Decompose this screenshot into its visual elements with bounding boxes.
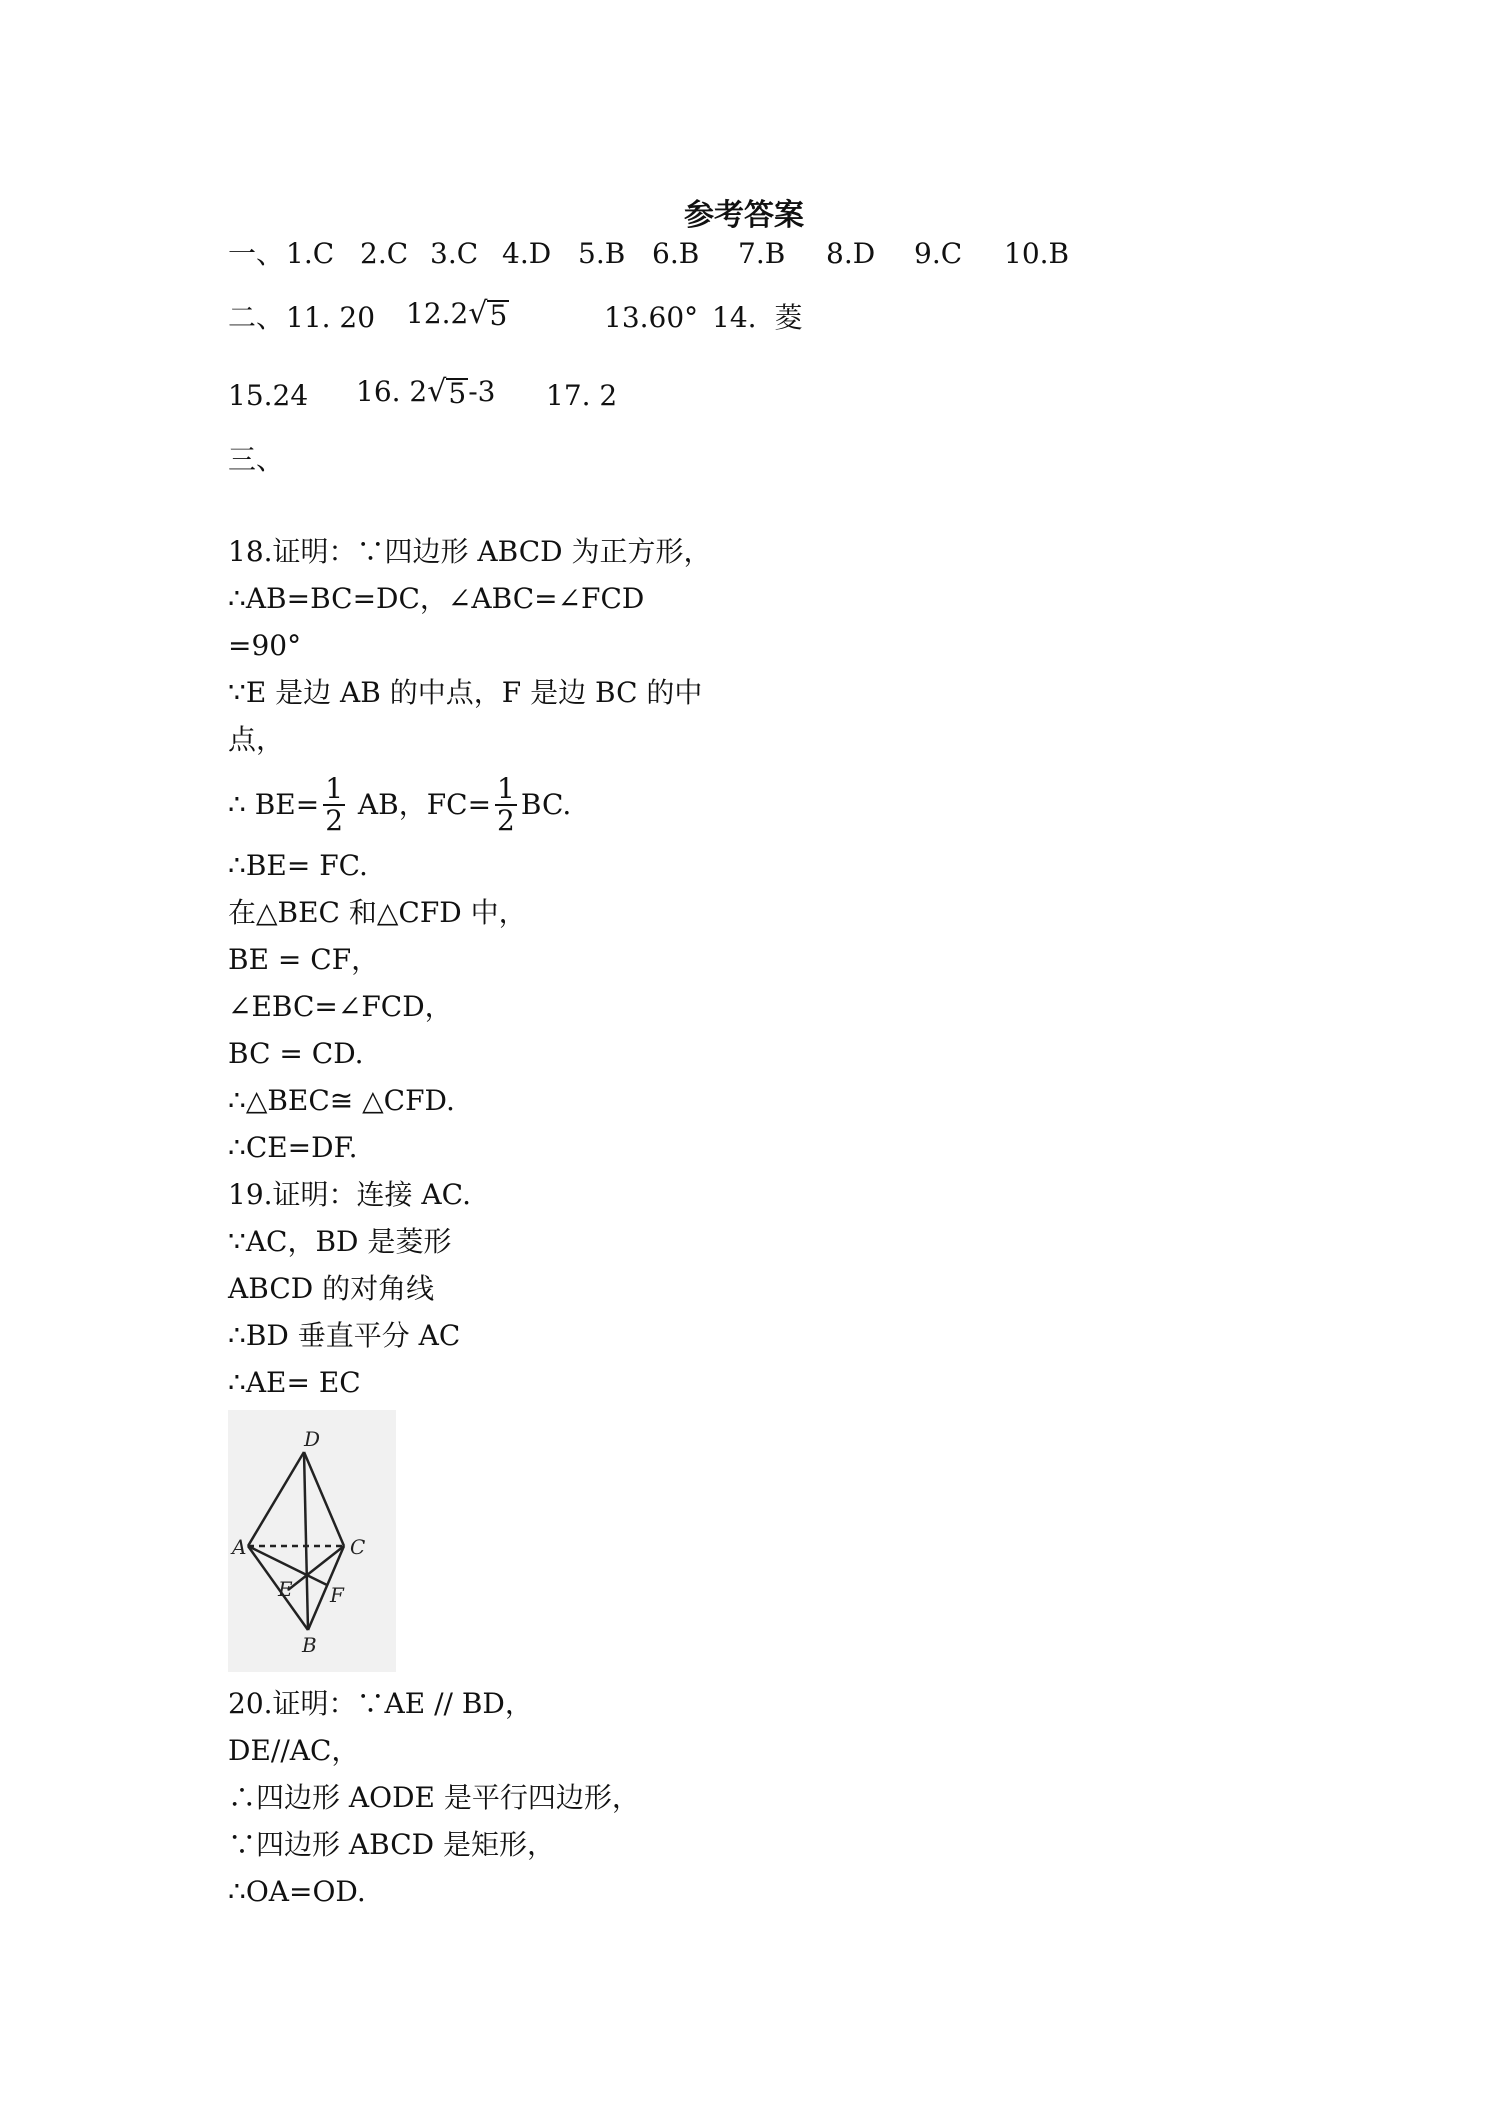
answer-1: 1.C (286, 237, 335, 270)
fraction-one-half (495, 774, 517, 836)
q18-line-10: ∠EBC=∠FCD， (228, 990, 453, 1023)
fraction-denominator: 2 (325, 804, 344, 837)
q19-line-2: ∵AC，BD 是菱形 (228, 1225, 452, 1258)
section-3-label: 三、 (228, 443, 285, 476)
answer-16-suffix: -3 (468, 375, 496, 408)
answer-11: 11. 20 (286, 301, 376, 334)
answer-16 (356, 376, 495, 408)
q18-line-12: ∴△BEC≅ △CFD. (228, 1084, 455, 1117)
vertex-label-d: D (304, 1427, 321, 1451)
q18-bc-expression: BC. (520, 788, 572, 821)
q18-line-1: 18.证明：∵四边形 ABCD 为正方形， (228, 535, 712, 568)
answer-6: 6.B (652, 237, 700, 270)
fraction-numerator: 1 (497, 772, 515, 805)
q18-line-13: ∴CE=DF. (228, 1131, 358, 1164)
q20-line-5: ∴OA=OD. (228, 1875, 366, 1908)
q18-be-expression: ∴ BE= (228, 788, 320, 821)
point-label-f: F (330, 1583, 344, 1607)
answer-16-radicand: 5 (448, 377, 467, 410)
answer-17: 17. 2 (546, 379, 618, 412)
q20-line-4: ∵四边形 ABCD 是矩形， (228, 1828, 555, 1861)
vertex-label-b: B (302, 1633, 317, 1657)
vertex-label-c: C (350, 1535, 366, 1559)
q18-line-6 (228, 770, 571, 840)
fraction-denominator: 2 (497, 804, 515, 837)
q18-line-4: ∵E 是边 AB 的中点，F 是边 BC 的中 (228, 676, 703, 709)
q19-line-3: ABCD 的对角线 (228, 1272, 435, 1305)
q18-line-5: 点， (228, 723, 285, 756)
rhombus-diagram (228, 1410, 396, 1672)
q18-line-11: BC = CD. (228, 1037, 364, 1070)
answer-8: 8.D (826, 237, 876, 270)
answer-2: 2.C (360, 237, 409, 270)
rhombus-figure (228, 1410, 396, 1672)
q20-line-1: 20.证明：∵AE // BD， (228, 1687, 533, 1720)
q18-line-2: ∴AB=BC=DC，∠ABC=∠FCD (228, 582, 645, 615)
point-label-e: E (278, 1577, 293, 1601)
answer-14: 14. 菱 (712, 301, 803, 334)
fraction-one-half (323, 774, 345, 836)
q18-line-9: BE = CF， (228, 943, 380, 976)
q20-line-2: DE//AC， (228, 1734, 360, 1767)
q18-line-3: =90° (228, 629, 302, 662)
answer-9: 9.C (914, 237, 963, 270)
answer-5: 5.B (578, 237, 626, 270)
section-1-label: 一、 (228, 237, 285, 270)
q18-fc-expression: AB，FC= (349, 788, 492, 821)
answer-10: 10.B (1004, 237, 1070, 270)
answer-4: 4.D (502, 237, 552, 270)
answer-3: 3.C (430, 237, 479, 270)
q19-line-4: ∴BD 垂直平分 AC (228, 1319, 461, 1352)
answer-15: 15.24 (228, 379, 309, 412)
answer-13: 13.60° (604, 301, 699, 334)
q20-line-3: ∴四边形 AODE 是平行四边形， (228, 1781, 640, 1814)
q19-line-5: ∴AE= EC (228, 1366, 361, 1399)
vertex-label-a: A (232, 1535, 247, 1559)
answer-16-prefix: 16. 2 (356, 375, 428, 408)
answer-12 (406, 298, 509, 330)
q18-line-8: 在△BEC 和△CFD 中， (228, 896, 527, 929)
sqrt-sign: √ 5 (427, 374, 467, 410)
section-2-label: 二、 (228, 301, 285, 334)
sqrt-sign: √ 5 (468, 296, 508, 332)
answer-12-prefix: 12.2 (406, 297, 469, 330)
answer-7: 7.B (738, 237, 786, 270)
q18-line-7: ∴BE= FC. (228, 849, 368, 882)
answer-12-radicand: 5 (489, 299, 508, 332)
fraction-numerator: 1 (325, 772, 344, 805)
page-title: 参考答案 (684, 198, 804, 233)
q19-line-1: 19.证明：连接 AC. (228, 1178, 471, 1211)
